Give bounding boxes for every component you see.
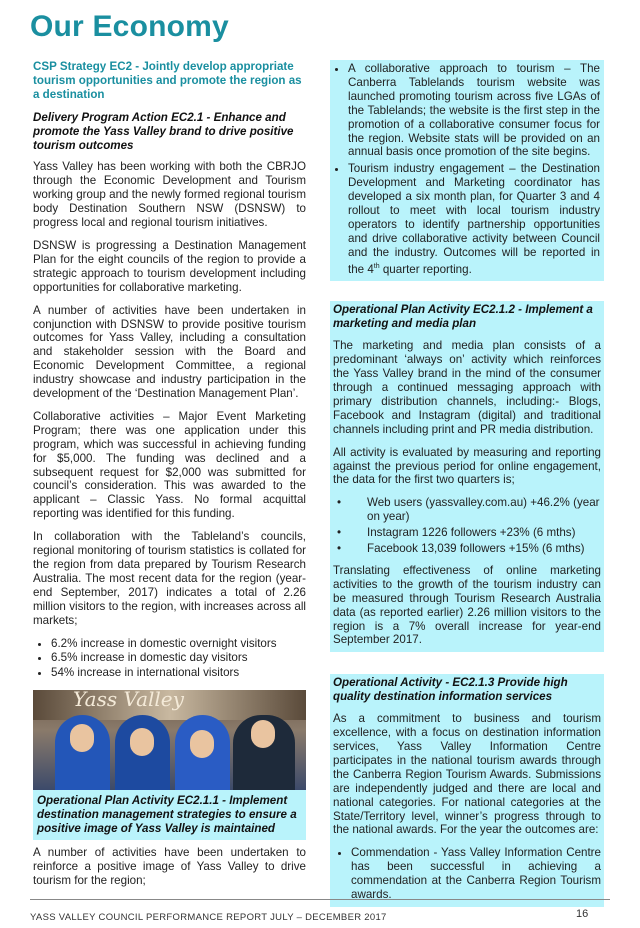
list-item: • 54% increase in international visitors <box>51 666 306 680</box>
list-item: • Web users (yassvalley.com.au) +46.2% (year on year) <box>333 496 601 524</box>
list-item: • 6.5% increase in domestic day visitors <box>51 651 306 665</box>
list-item: • Instagram 1226 followers +23% (6 mths) <box>333 526 601 540</box>
paragraph: DSNSW is progressing a Destination Management Plan for the eight councils of the region to provide a strategic approach to tourism development including opportunities for collaborative marketing. <box>33 238 306 294</box>
person-head <box>130 728 154 756</box>
list-item-text: Tourism industry engagement – the Destination Development and Marketing coordinator has developed a six month plan, for Quarter 3 and 4 rollout to meet with local tourism industry operators to identify partnership opportunities and drive collaborative activity between Council and the industry. Outcomes will be reported in the 4th quarter reporting. <box>348 162 600 276</box>
list-item: • A collaborative approach to tourism – The Canberra Tablelands tourism website was launched promoting tourism across five LGAs of the Tablelands; the website is the first step in the promotion of a collaborative consumer focus for the region. Website stats will be provided on an annual basis once promotion of the site begins. <box>348 62 600 159</box>
list-item: • Commendation - Yass Valley Information Centre has been successful in achieving a commendation at the Canberra Region Tourism awards. <box>351 846 601 902</box>
left-column <box>33 60 306 897</box>
op-activity-heading: Operational Plan Activity EC2.1.1 - Implement destination management strategies to ensure a positive image of Yass Valley is maintained <box>37 794 297 836</box>
person-head <box>190 730 214 758</box>
paragraph: All activity is evaluated by measuring and reporting against the previous period for online engagement, the data for the first two quarters is; <box>333 445 601 487</box>
strategy-heading: CSP Strategy EC2 - Jointly develop appropriate tourism opportunities and promote the region as a destination <box>33 60 302 101</box>
paragraph: In collaboration with the Tableland’s councils, regional monitoring of tourism statistics is collated for the region from data prepared by Tourism Research Australia. The most recent data for the region (year-end September, 2017) indicates a total of 2.26 million visitors to the region, with increases across all markets; <box>33 530 306 627</box>
list-item <box>348 162 600 276</box>
list-item: • Facebook 13,039 followers +15% (6 mths) <box>333 542 601 556</box>
delivery-action-heading: Delivery Program Action EC2.1 - Enhance and promote the Yass Valley brand to drive positive tourism outcomes <box>33 110 294 152</box>
paragraph: As a commitment to business and tourism excellence, with a focus on destination information services, Yass Valley Information Centre participates in the national tourism awards through the Canberra Region Tourism Awards. Submissions are independently judged and there are local and national categories. For national categories at the State/Territory level, winner’s progress through to the national awards. For the year the outcomes are: <box>333 712 601 837</box>
collab-panel <box>330 60 604 281</box>
page-title: Our Economy <box>30 10 229 43</box>
paragraph: A number of activities have been undertaken to reinforce a positive image of Yass Valley to drive tourism for the region; <box>33 845 306 887</box>
page-number: 16 <box>576 908 589 920</box>
op-activity-heading: Operational Activity - EC2.1.3 Provide high quality destination information services <box>333 676 568 704</box>
paragraph: Collaborative activities – Major Event Marketing Program; there was one application under this program, which was successful in achieving funding for $5,000. The funding was declined and a subsequent request for $2,000 was submitted for council’s consideration. This was awarded to the applicant – Classic Yass. No formal acquittal reporting was identified for this funding. <box>33 409 306 521</box>
visitor-stats-list <box>33 637 306 681</box>
team-photo <box>33 690 306 790</box>
list-item: • 6.2% increase in domestic overnight visitors <box>51 637 306 651</box>
op-activity-panel-3 <box>330 674 604 907</box>
paragraph: The marketing and media plan consists of a predominant ‘always on’ activity which reinforces the Yass Valley brand in the mind of the consumer through a continued messaging approach with primary distribution channels, including:- Blogs, Facebook and Instagram (digital) and traditional channels including print and PR media distribution. <box>333 339 601 436</box>
person-head <box>251 720 275 748</box>
op-activity-panel-2 <box>330 301 604 652</box>
paragraph: A number of activities have been undertaken in conjunction with DSNSW to provide positive tourism outcomes for Yass Valley, including a consultation and stakeholder session with the Board and Economic Development Committee, a regional industry showcase and industry participation in the development of the ‘Destination Management Plan’. <box>33 303 306 401</box>
paragraph: Translating effectiveness of online marketing activities to the growth of the tourism industry can be measured through Tourism Research Australia data (as reported earlier) 2.26 million visitors to the region is a 7% overall increase for year-end September 2017. <box>333 563 601 647</box>
paragraph: Yass Valley has been working with both the CBRJO through the Economic Development and Tourism working group and the newly formed regional tourism body Destination Southern NSW (DSNSW) to progress local and regional tourism initiatives. <box>33 160 306 230</box>
op-activity-panel-1 <box>33 790 306 840</box>
person-head <box>70 724 94 752</box>
web-stats-list <box>333 496 601 556</box>
photo-sign-text: Yass Valley <box>73 690 184 712</box>
op-activity-heading: Operational Plan Activity EC2.1.2 - Implement a marketing and media plan <box>333 303 593 331</box>
right-column <box>330 60 604 907</box>
footer-divider <box>30 899 610 900</box>
footer-text: YASS VALLEY COUNCIL PERFORMANCE REPORT JULY – DECEMBER 2017 <box>30 912 387 923</box>
